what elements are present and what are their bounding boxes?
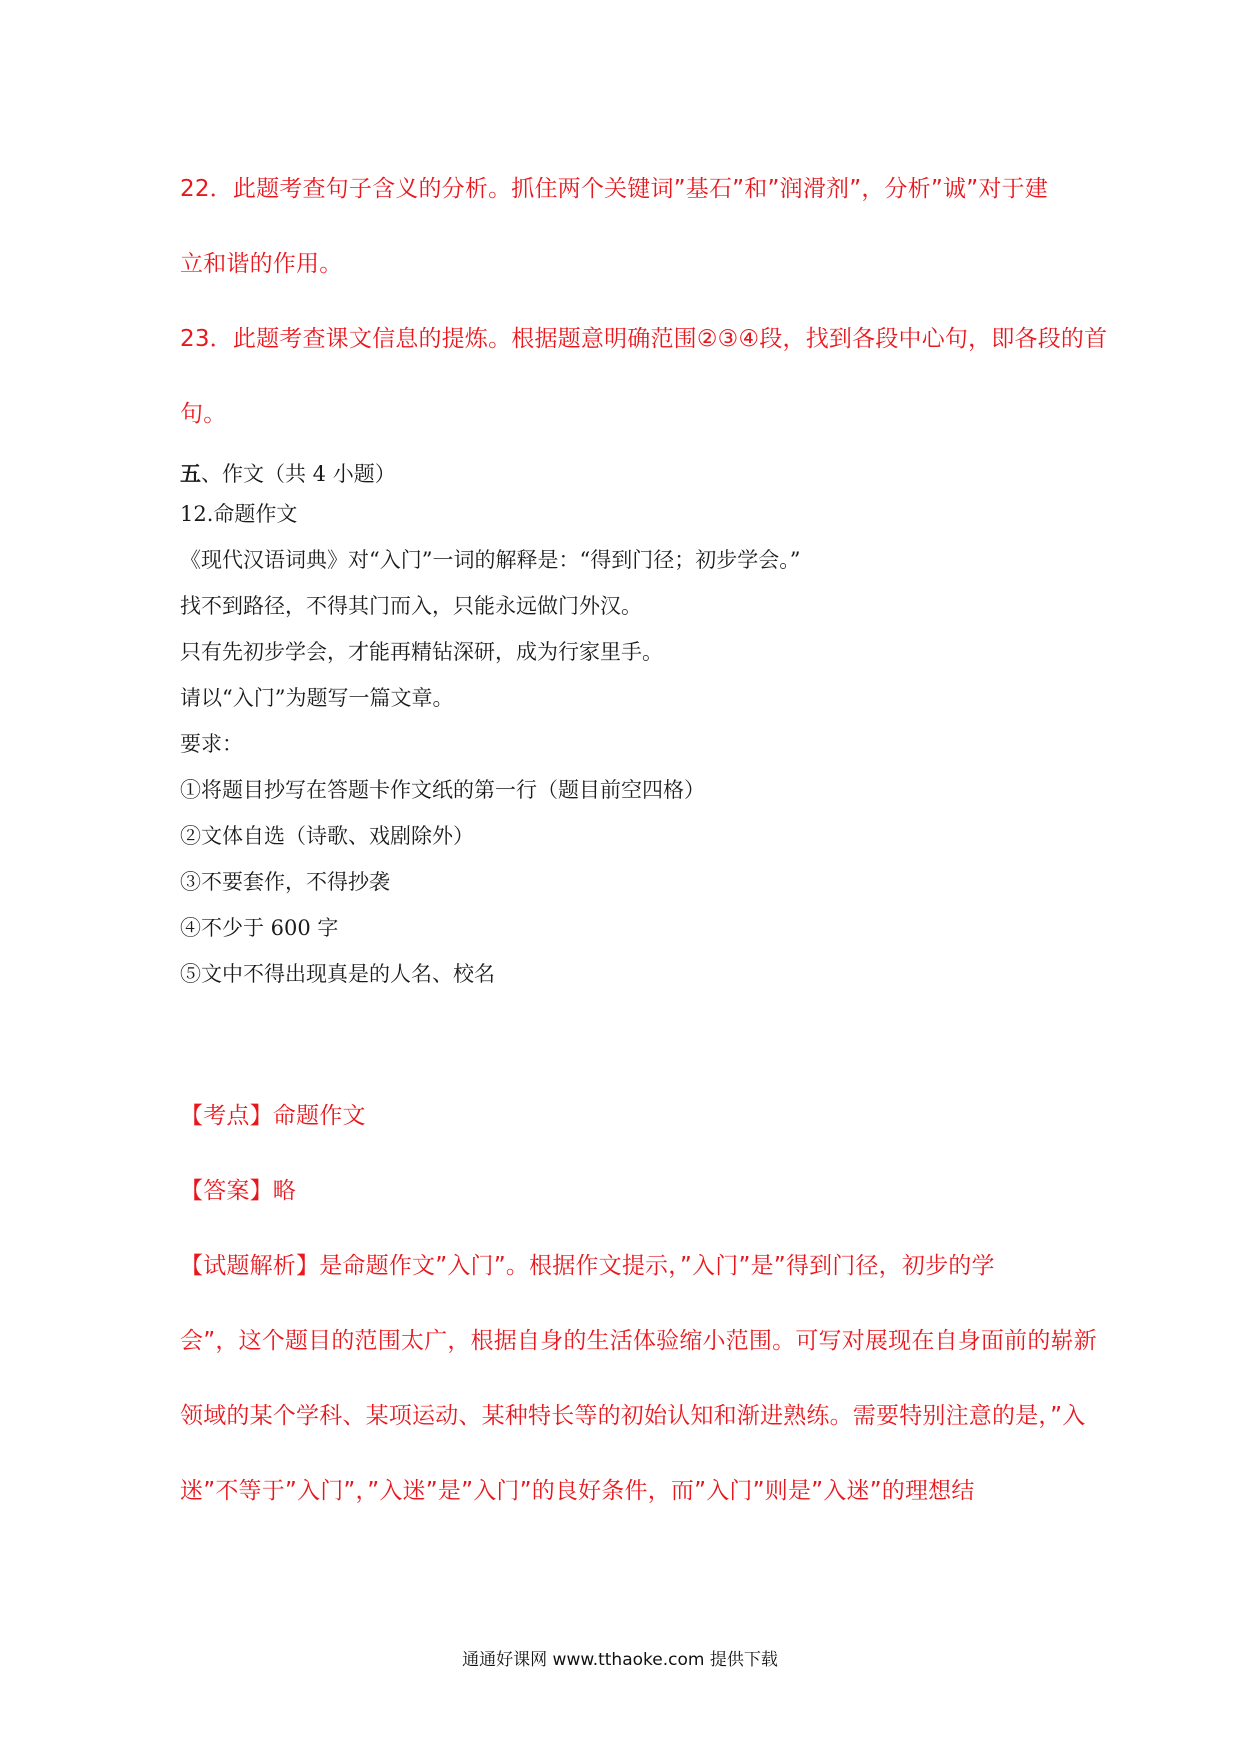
question-number: 12.命题作文 [180, 502, 298, 526]
answer-label: 【答案】略 [180, 1178, 296, 1204]
answer-23-line-1: 23．此题考查课文信息的提炼。根据题意明确范围②③④段，找到各段中心句，即各段的首 [180, 326, 1108, 352]
prompt-line: 只有先初步学会，才能再精钻深研，成为行家里手。 [180, 640, 663, 664]
requirement-item: ⑤文中不得出现真是的人名、校名 [180, 962, 495, 986]
analysis-line: 迷”不等于”入门”，”入迷”是”入门”的良好条件，而”入门”则是”入迷”的理想结 [180, 1478, 975, 1504]
requirement-item: ②文体自选（诗歌、戏剧除外） [180, 824, 474, 848]
answer-23-line-2: 句。 [180, 401, 227, 427]
prompt-line: 请以“入门”为题写一篇文章。 [180, 686, 454, 710]
analysis-line: 【试题解析】是命题作文”入门”。根据作文提示，”入门”是”得到门径，初步的学 [180, 1253, 995, 1279]
section-heading-title: 、作文（共 4 小题） [201, 462, 396, 486]
analysis-line: 领域的某个学科、某项运动、某种特长等的初始认知和渐进熟练。需要特别注意的是，”入 [180, 1403, 1086, 1429]
section-heading [180, 458, 396, 488]
analysis-line: 会”，这个题目的范围太广，根据自身的生活体验缩小范围。可写对展现在自身面前的崭新 [180, 1328, 1097, 1354]
section-heading-number: 五 [180, 461, 201, 486]
prompt-line: 找不到路径，不得其门而入，只能永远做门外汉。 [180, 594, 642, 618]
page-footer: 通通好课网 www.tthaoke.com 提供下载 [462, 1650, 778, 1670]
kaodian-label: 【考点】命题作文 [180, 1103, 366, 1129]
requirement-item: ④不少于 600 字 [180, 916, 339, 940]
answer-22-line-2: 立和谐的作用。 [180, 251, 343, 277]
requirements-label: 要求： [180, 732, 243, 756]
answer-22-line-1: 22．此题考查句子含义的分析。抓住两个关键词”基石”和”润滑剂”，分析”诚”对于建 [180, 176, 1048, 202]
prompt-line: 《现代汉语词典》对“入门”一词的解释是：“得到门径；初步学会。” [180, 548, 801, 572]
requirement-item: ①将题目抄写在答题卡作文纸的第一行（题目前空四格） [180, 778, 705, 802]
requirement-item: ③不要套作，不得抄袭 [180, 870, 390, 894]
